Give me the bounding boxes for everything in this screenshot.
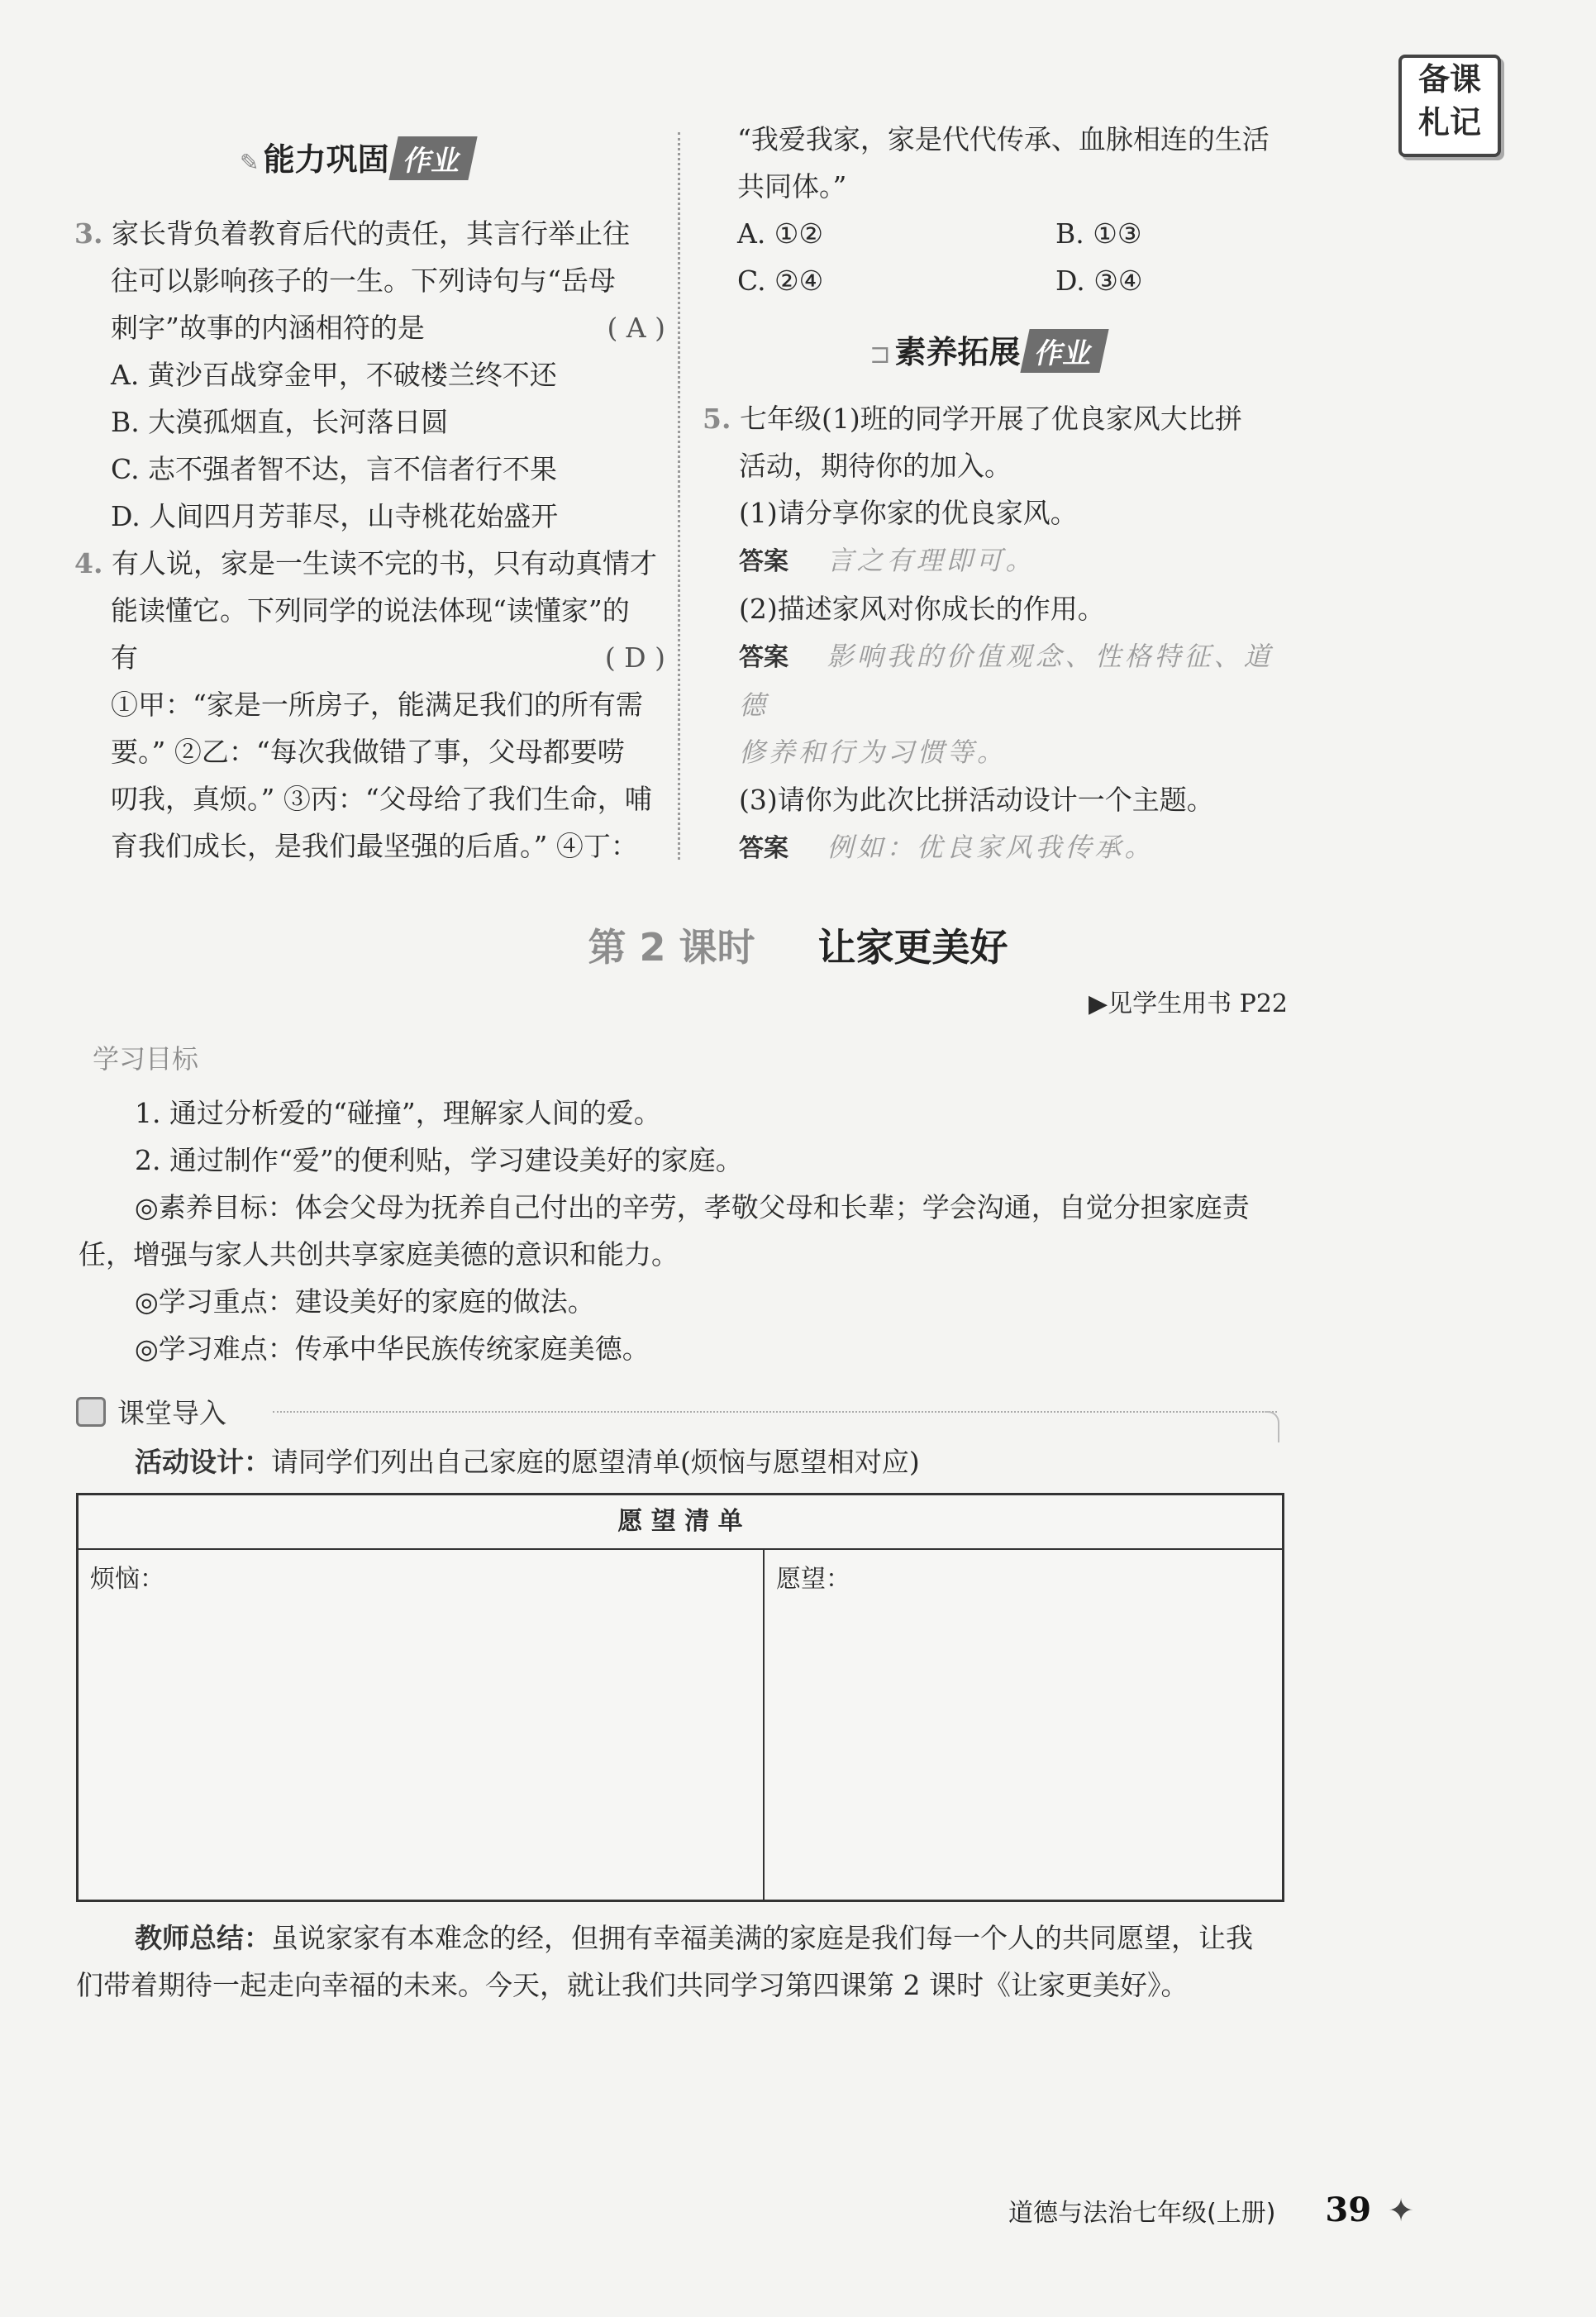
lesson-title [0, 918, 1596, 972]
q5-number: 5. [703, 403, 731, 435]
lesson-name: 让家更美好 [817, 925, 1008, 970]
q5-line-1: 5. 七年级(1)班的同学开展了优良家风大比拼 [703, 403, 1242, 435]
table-body [79, 1550, 1282, 1901]
q4-cont-line-2: 共同体。” [737, 170, 847, 203]
q4-statement-4: 育我们成长，是我们最坚强的后盾。” ④丁： [111, 830, 638, 862]
goals-heading: 学习目标 [93, 1043, 199, 1075]
intro-title: 课堂导入 [117, 1397, 226, 1429]
q5-sub-3: (3)请你为此次比拼活动设计一个主题。 [739, 784, 1214, 816]
q4-options-row-1 [737, 210, 1299, 257]
question-4-continued [737, 116, 1299, 304]
q5-answer-3 [703, 823, 1298, 872]
q4-statement-1: ①甲：“家是一所房子，能满足我们的所有需 [111, 689, 643, 721]
wishes-cell[interactable] [765, 1550, 1282, 1901]
q3-option-c: C. 志不强者智不达，言不信者行不果 [111, 453, 558, 485]
q4-cont-line-1: “我爱我家，家是代代传承、血脉相连的生活 [737, 123, 1270, 155]
answer-text: 言之有理即可。 [827, 545, 1036, 576]
answer-label: 答案 [739, 834, 788, 863]
lesson-period: 第 2 课时 [588, 925, 755, 970]
section-title: 能力巩固 [263, 141, 389, 178]
corner-ornament-icon: ✦ [1388, 2191, 1414, 2229]
activity-design [135, 1438, 920, 1485]
section-heading-literacy [869, 327, 1104, 373]
activity-text: 请同学们列出自己家庭的愿望清单(烦恼与愿望相对应) [271, 1446, 920, 1478]
activity-label: 活动设计： [135, 1446, 271, 1478]
q3-line-1: 3. 家长背负着教育后代的责任，其言行举止往 [74, 217, 630, 250]
goal-literacy-2: 任，增强与家人共创共享家庭美德的意识和能力。 [79, 1238, 679, 1271]
intro-heading [76, 1392, 226, 1431]
badge-line-1: 备课 [1417, 61, 1481, 98]
q3-option-a: A. 黄沙百战穿金甲，不破楼兰终不还 [111, 359, 557, 391]
section-tag: 作业 [388, 136, 477, 180]
q4-statement-2: 要。” ②乙：“每次我做错了事，父母都要唠 [111, 736, 625, 768]
summary-label: 教师总结： [135, 1922, 271, 1954]
q3-line-2: 往可以影响孩子的一生。下列诗句与“岳母 [111, 265, 616, 297]
student-book-ref [1066, 988, 1288, 1021]
q5-answer-2 [703, 632, 1298, 729]
goal-2: 2. 通过制作“爱”的便利贴，学习建设美好的家庭。 [135, 1144, 743, 1176]
q3-option-b: B. 大漠孤烟直，长河落日圆 [111, 406, 449, 438]
q4-line-1: 4. 有人说，家是一生读不完的书，只有动真情才 [74, 547, 657, 579]
worries-label: 烦恼： [90, 1565, 164, 1594]
q4-option-c: C. ②④ [737, 265, 824, 297]
answer-label: 答案 [739, 643, 788, 672]
q5-sub-1: (1)请分享你家的优良家风。 [739, 497, 1078, 529]
answer-text: 例如：优良家风我传承。 [827, 832, 1155, 863]
question-3 [74, 210, 665, 540]
q4-option-a: A. ①② [737, 217, 823, 250]
goal-1: 1. 通过分析爱的“碰撞”，理解家人间的爱。 [135, 1097, 661, 1129]
pencil-icon: ✎ [240, 149, 260, 176]
ref-text: 见学生用书 P22 [1108, 989, 1288, 1018]
page-number: 39 [1325, 2191, 1372, 2229]
summary-line-1: 教师总结：虽说家家有本难念的经，但拥有幸福美满的家庭是我们每一个人的共同愿望，让我 [135, 1922, 1253, 1954]
badge-line-2: 札记 [1417, 104, 1481, 141]
question-5 [703, 395, 1298, 872]
table-title: 愿 望 清 单 [79, 1495, 1282, 1550]
q5-answer-1 [703, 536, 1298, 585]
wish-list-table [76, 1493, 1284, 1902]
answer-text: 影响我的价值观念、性格特征、道德 [739, 641, 1274, 721]
teacher-summary [76, 1914, 1291, 2009]
worries-cell[interactable] [79, 1550, 765, 1901]
q3-answer: ( A ) [607, 312, 665, 344]
q4-statement-3: 叨我，真烦。” ③丙：“父母给了我们生命，哺 [111, 783, 652, 815]
triangle-icon: ▶ [1089, 989, 1108, 1018]
document-icon [76, 1397, 106, 1427]
column-divider [678, 132, 680, 860]
intro-rule-end [1265, 1411, 1279, 1442]
q4-option-d: D. ③④ [1055, 265, 1143, 297]
notes-badge [1398, 55, 1501, 157]
q3-number: 3. [74, 217, 103, 250]
q3-line-3: 刺字”故事的内涵相符的是 ( A ) [74, 304, 665, 351]
q5-answer-2-cont: 修养和行为习惯等。 [739, 737, 1008, 768]
book-title: 道德与法治七年级(上册) [1008, 2198, 1276, 2228]
answer-label: 答案 [739, 547, 788, 576]
footer [1008, 2191, 1414, 2229]
q4-number: 4. [74, 547, 103, 579]
question-4 [74, 540, 665, 870]
goals-block [79, 1089, 1289, 1372]
intro-rule [273, 1411, 1277, 1413]
q4-options-row-2 [737, 257, 1299, 304]
bracket-icon: ⊐ [869, 341, 891, 369]
q4-line-2: 能读懂它。下列同学的说法体现“读懂家”的 [111, 594, 630, 627]
section-title: 素养拓展 [894, 334, 1021, 370]
q4-line-3: 有 ( D ) [74, 634, 665, 681]
q4-answer: ( D ) [604, 641, 665, 674]
section-tag: 作业 [1020, 329, 1108, 373]
goal-literacy-1: ◎素养目标：体会父母为抚养自己付出的辛劳，孝敬父母和长辈；学会沟通，自觉分担家庭责 [135, 1191, 1250, 1223]
q4-option-b: B. ①③ [1055, 217, 1142, 250]
goal-difficulty: ◎学习难点：传承中华民族传统家庭美德。 [135, 1333, 650, 1365]
q3-option-d: D. 人间四月芳菲尽，山寺桃花始盛开 [111, 500, 559, 532]
wishes-label: 愿望： [776, 1565, 850, 1594]
q5-sub-2: (2)描述家风对你成长的作用。 [739, 593, 1105, 625]
section-heading-ability [240, 134, 473, 180]
summary-line-2: 们带着期待一起走向幸福的未来。今天，就让我们共同学习第四课第 2 课时《让家更美好》。 [76, 1969, 1189, 2001]
q5-line-2: 活动，期待你的加入。 [739, 450, 1012, 482]
goal-focus: ◎学习重点：建设美好的家庭的做法。 [135, 1285, 595, 1318]
